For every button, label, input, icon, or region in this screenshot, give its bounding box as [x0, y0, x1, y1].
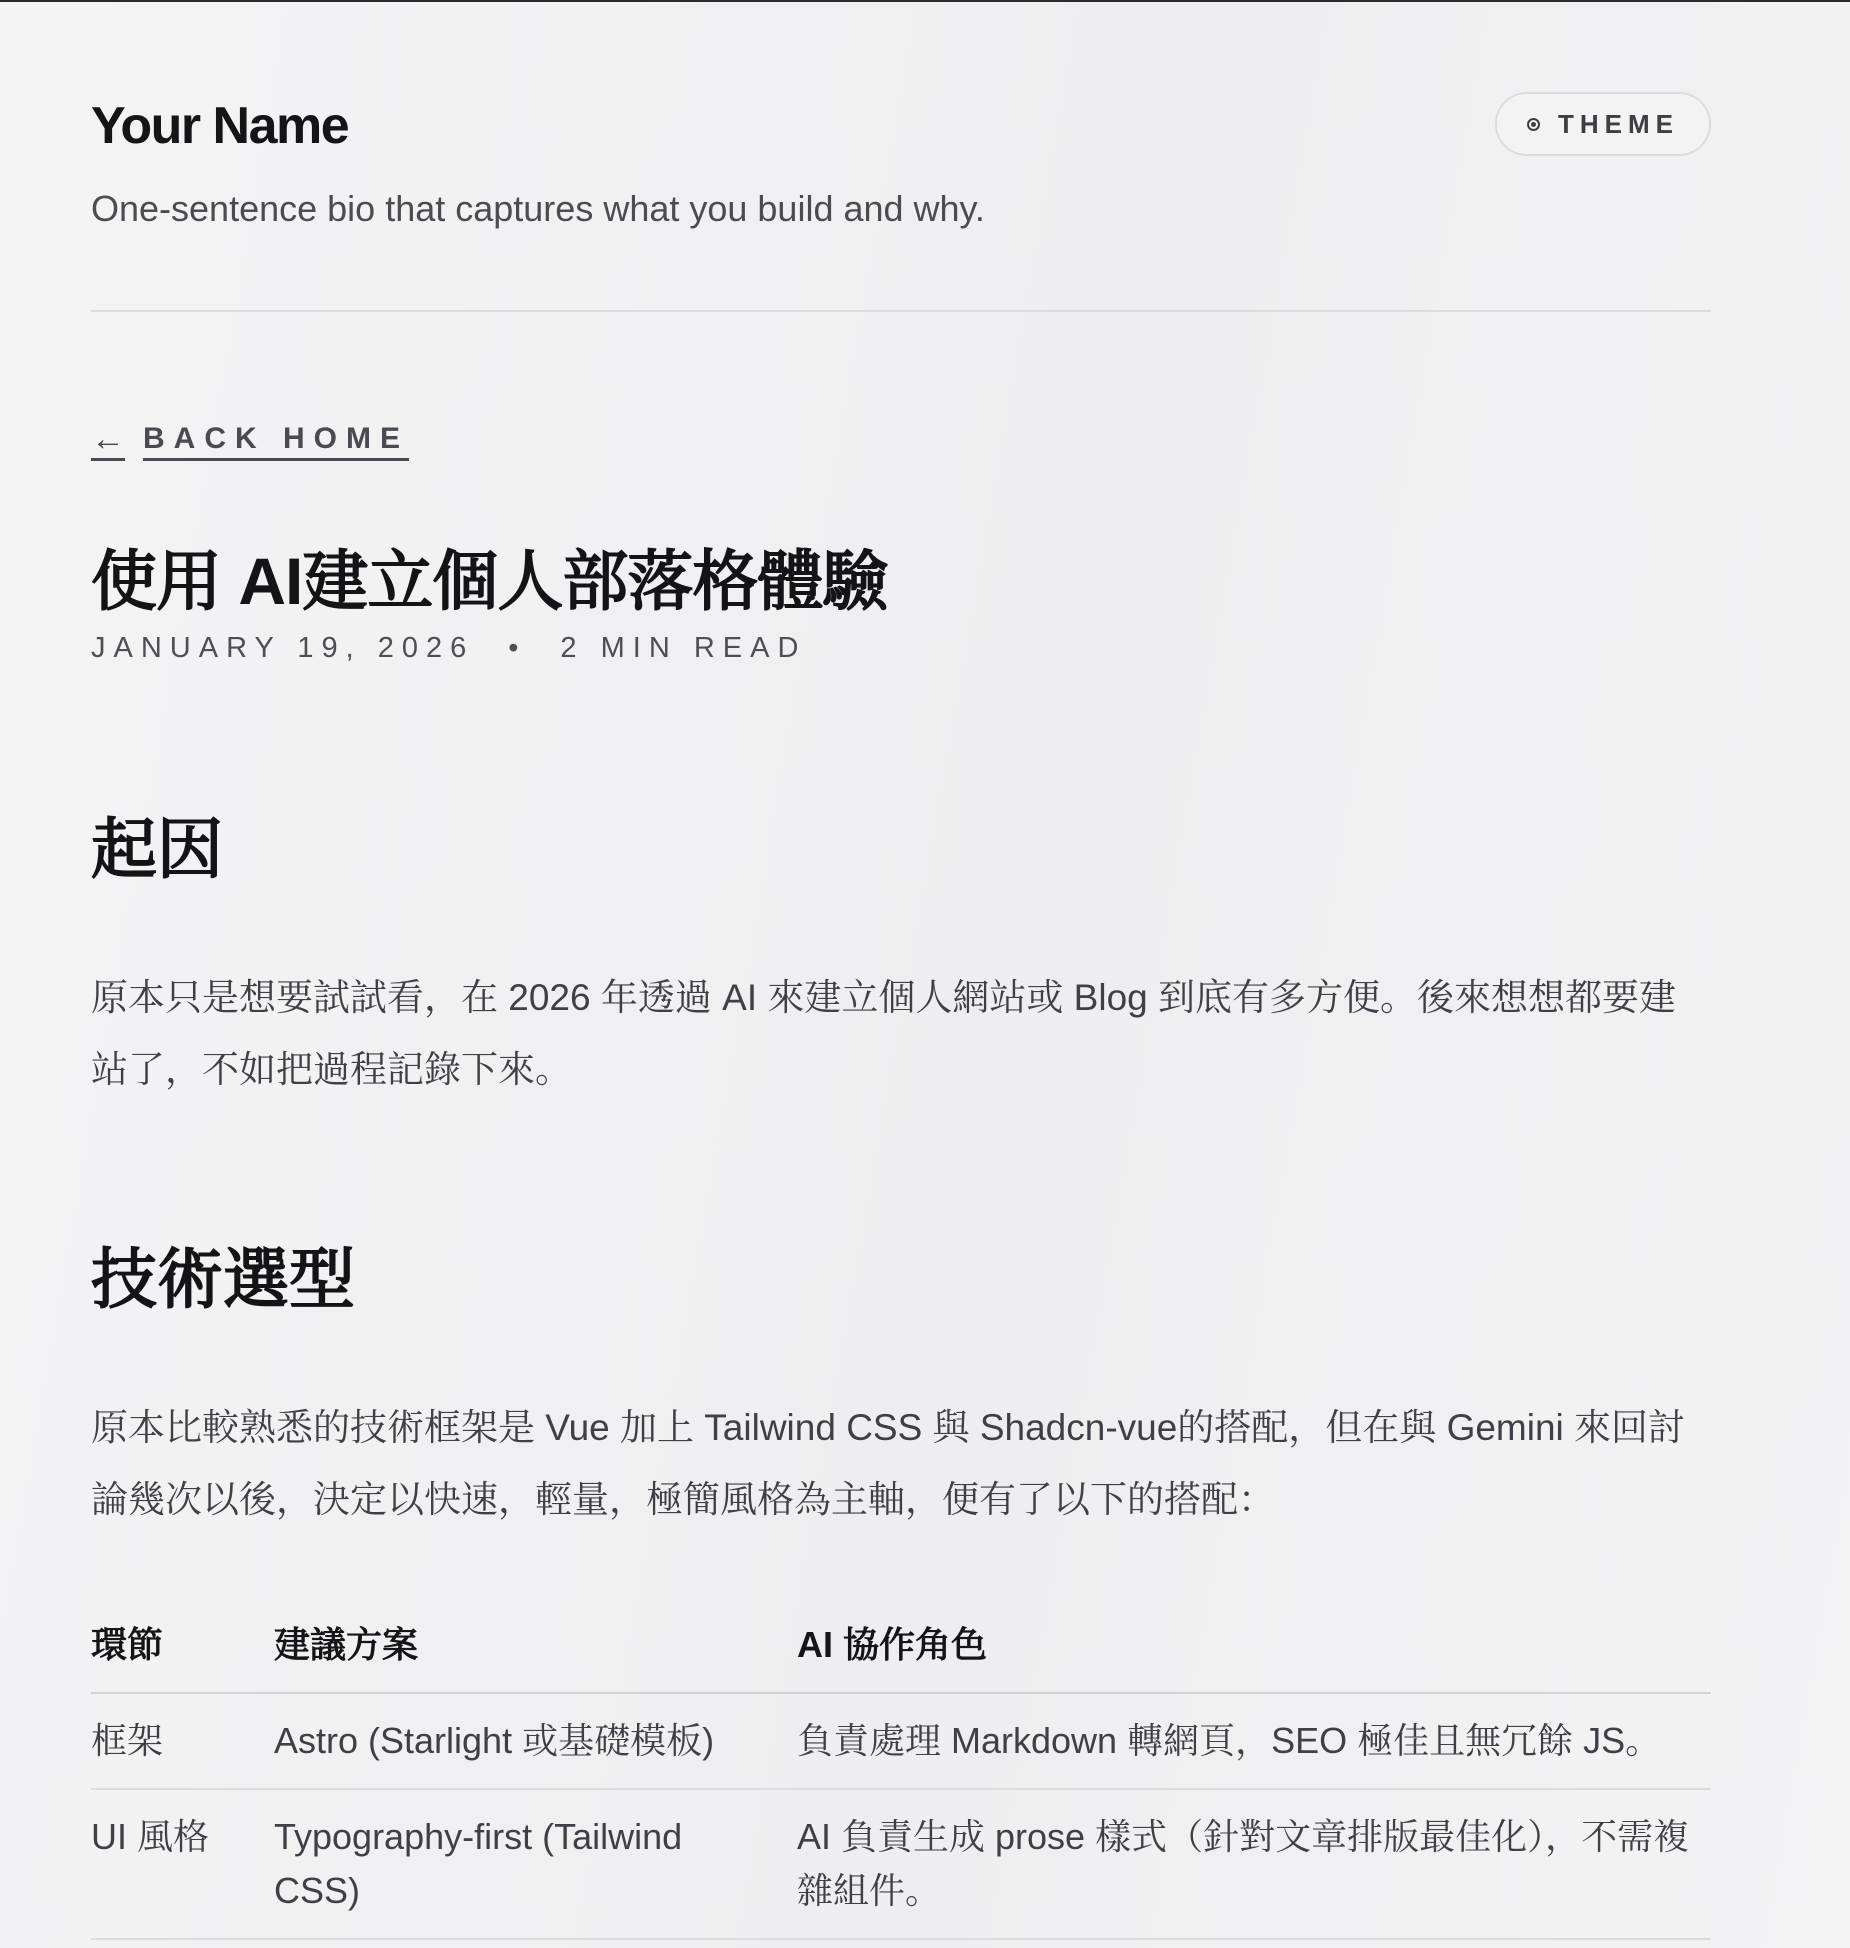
table-header-row — [91, 1592, 1711, 1693]
read-time: 2 MIN READ — [560, 632, 807, 664]
post-meta — [91, 632, 806, 665]
page-container — [91, 0, 1711, 1911]
section-heading-tech: 技術選型 — [91, 1242, 355, 1316]
section-body-tech: 原本比較熟悉的技術框架是 Vue 加上 Tailwind CSS 與 Shadcn-vue的搭配，但在與 Gemini 來回討論幾次以後，決定以快速，輕量，極簡風格為主軸，便有了以下的搭配： — [91, 1407, 1686, 1520]
table-header-ai-role: AI 協作角色 — [797, 1592, 1711, 1693]
section-heading-origin: 起因 — [91, 812, 223, 886]
site-bio: One-sentence bio that captures what you build and why. — [91, 188, 985, 229]
tech-stack-table — [91, 1592, 1711, 1940]
section-body-origin: 原本只是想要試試看，在 2026 年透過 AI 來建立個人網站或 Blog 到底有多方便。後來想想都要建站了，不如把過程記錄下來。 — [91, 977, 1676, 1090]
site-name[interactable]: Your Name — [91, 97, 349, 155]
table-header-stage: 環節 — [91, 1592, 274, 1693]
meta-separator: • — [508, 632, 527, 664]
site-header — [91, 0, 1711, 312]
back-home-link[interactable] — [91, 422, 409, 461]
post-date: JANUARY 19, 2026 — [91, 632, 475, 664]
theme-toggle-label: THEME — [1558, 108, 1679, 139]
table-row — [91, 1789, 1711, 1939]
table-row — [91, 1693, 1711, 1789]
arrow-left-icon: ← — [91, 422, 125, 461]
table-cell-ai-role: 負責處理 Markdown 轉網頁，SEO 極佳且無冗餘 JS。 — [797, 1693, 1711, 1789]
table-cell-stage: UI 風格 — [91, 1789, 274, 1939]
theme-toggle-button[interactable] — [1495, 92, 1711, 156]
theme-toggle-icon — [1527, 118, 1540, 131]
table-cell-ai-role: AI 負責生成 prose 樣式（針對文章排版最佳化），不需複雜組件。 — [797, 1789, 1711, 1939]
table-cell-stage: 框架 — [91, 1693, 274, 1789]
back-home-label: BACK HOME — [143, 422, 409, 461]
post-title: 使用 AI建立個人部落格體驗 — [91, 544, 888, 618]
table-cell-solution: Typography-first (Tailwind CSS) — [274, 1789, 797, 1939]
table-cell-solution: Astro (Starlight 或基礎模板) — [274, 1693, 797, 1789]
table-header-solution: 建議方案 — [274, 1592, 797, 1693]
